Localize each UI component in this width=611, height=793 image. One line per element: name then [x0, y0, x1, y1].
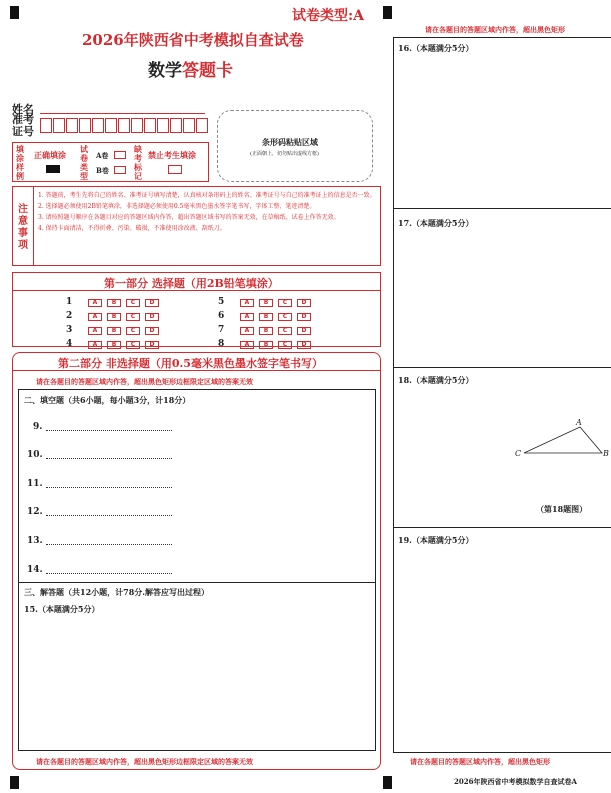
- paper-b-checkbox[interactable]: [114, 166, 126, 174]
- question-18-label: 18.（本题满分5分）: [398, 375, 474, 385]
- notes-divider: [33, 186, 34, 266]
- part1-underline: [12, 290, 381, 291]
- ticket-number-cells[interactable]: [40, 118, 212, 135]
- question-19-label: 19.（本题满分5分）: [398, 535, 474, 545]
- option-bubble[interactable]: D: [297, 327, 311, 335]
- option-bubble[interactable]: D: [297, 341, 311, 349]
- part2-warning-top: 请在各题目的答题区域内作答，超出黑色矩形边框限定区域的答案无效: [36, 377, 253, 386]
- part2-underline: [12, 370, 381, 371]
- option-bubble[interactable]: A: [240, 327, 254, 335]
- choice-row: 2 A B C D: [66, 309, 164, 323]
- option-bubble[interactable]: C: [126, 313, 140, 321]
- card-title-suffix: 答题卡: [182, 61, 233, 81]
- section-divider: [18, 582, 376, 583]
- barcode-title: 条形码粘贴区域: [262, 137, 318, 147]
- question-9-number: 9.: [33, 422, 43, 432]
- question-14-blank[interactable]: [46, 573, 172, 574]
- option-bubble[interactable]: C: [278, 327, 292, 335]
- choice-grid-left: [66, 295, 164, 351]
- notes-list: [38, 190, 378, 234]
- option-bubble[interactable]: A: [88, 313, 102, 321]
- question-9-blank[interactable]: [46, 430, 172, 431]
- option-bubble[interactable]: B: [259, 327, 273, 335]
- absent-mark-checkbox[interactable]: [168, 165, 182, 174]
- option-bubble[interactable]: B: [259, 341, 273, 349]
- question-16-label: 16.（本题满分5分）: [398, 43, 474, 53]
- question-14-number: 14.: [27, 565, 43, 575]
- question-15-label: 15.（本题满分5分）: [24, 604, 100, 614]
- option-bubble[interactable]: A: [88, 341, 102, 349]
- option-bubble[interactable]: B: [107, 313, 121, 321]
- question-15-answer-area[interactable]: [19, 616, 375, 750]
- option-bubble[interactable]: B: [107, 327, 121, 335]
- note-item: 2. 选择题必须使用2B铅笔填涂，非选择题必须使用0.5毫米黑色墨水签字笔书写，字体工整、笔迹清楚。: [38, 203, 316, 210]
- right-warning-top: 请在各题目的答题区域内作答，超出黑色矩形: [425, 25, 565, 34]
- option-bubble[interactable]: A: [240, 341, 254, 349]
- choice-row: 6 A B C D: [218, 309, 316, 323]
- name-label: 姓名: [12, 103, 34, 116]
- fill-blank-title: 二、填空题（共6小题，每小题3分，计18分）: [24, 395, 191, 405]
- fill-example-label: 填涂样例: [16, 144, 24, 181]
- option-bubble[interactable]: A: [88, 327, 102, 335]
- q16-divider: [393, 208, 611, 209]
- option-bubble[interactable]: D: [145, 341, 159, 349]
- figure-caption: （第18题图）: [536, 504, 588, 514]
- timing-mark-top-left: [10, 6, 19, 19]
- option-bubble[interactable]: C: [126, 327, 140, 335]
- choice-row: 4 A B C D: [66, 337, 164, 351]
- part2-warning-bottom: 请在各题目的答题区域内作答，超出黑色矩形边框限定区域的答案无效: [36, 757, 253, 766]
- figure-vertex-a: A: [576, 418, 582, 427]
- part2-title: 第二部分 非选择题（用0.5毫米黑色墨水签字笔书写）: [58, 357, 323, 370]
- ticket-label: 准考证号: [12, 113, 34, 138]
- timing-mark-bottom-left: [10, 776, 19, 789]
- question-10-number: 10.: [27, 450, 43, 460]
- choice-row: 3 A B C D: [66, 323, 164, 337]
- option-bubble[interactable]: C: [278, 299, 292, 307]
- correct-fill-sample: [46, 165, 60, 173]
- choice-row: 1 A B C D: [66, 295, 164, 309]
- barcode-subtitle: (正面朝上，切勿贴出虚线方框): [250, 151, 319, 157]
- paper-type: 试卷类型:A: [292, 8, 365, 24]
- notes-label: 注意事项: [18, 204, 28, 251]
- fill-example-box: [12, 142, 209, 182]
- option-bubble[interactable]: B: [259, 313, 273, 321]
- option-bubble[interactable]: D: [145, 327, 159, 335]
- question-13-blank[interactable]: [46, 544, 172, 545]
- forbid-fill-label: 禁止考生填涂: [148, 150, 196, 160]
- correct-fill-label: 正确填涂: [34, 150, 66, 160]
- footer-text: 2026年陕西省中考模拟数学自查试卷A: [454, 777, 577, 786]
- paper-a-label: A卷: [96, 151, 109, 160]
- right-warning-bottom: 请在各题目的答题区域内作答，超出黑色矩形: [410, 757, 550, 766]
- timing-mark-top-mid: [383, 6, 392, 19]
- paper-type-label: 试卷类型: [80, 144, 88, 181]
- paper-a-checkbox[interactable]: [114, 151, 126, 159]
- option-bubble[interactable]: A: [240, 299, 254, 307]
- question-11-blank[interactable]: [46, 487, 172, 488]
- question-11-number: 11.: [27, 479, 43, 489]
- right-answer-frame: [393, 37, 611, 753]
- note-item: 4. 保持卡面清洁，不得折叠、污染、破损，不准使用涂改液、刮纸刀。: [38, 225, 226, 232]
- option-bubble[interactable]: A: [88, 299, 102, 307]
- part1-title: 第一部分 选择题（用2B铅笔填涂）: [104, 277, 279, 290]
- option-bubble[interactable]: D: [297, 313, 311, 321]
- question-10-blank[interactable]: [46, 458, 172, 459]
- option-bubble[interactable]: C: [278, 341, 292, 349]
- choice-row: 7 A B C D: [218, 323, 316, 337]
- option-bubble[interactable]: C: [278, 313, 292, 321]
- solve-title: 三、解答题（共12小题，计78分.解答应写出过程）: [24, 587, 210, 597]
- option-bubble[interactable]: C: [126, 341, 140, 349]
- option-bubble[interactable]: D: [145, 313, 159, 321]
- option-bubble[interactable]: D: [145, 299, 159, 307]
- choice-grid-right: [218, 295, 316, 351]
- timing-mark-bottom-mid: [383, 776, 392, 789]
- choice-row: 8 A B C D: [218, 337, 316, 351]
- paper-b-label: B卷: [96, 166, 109, 175]
- absent-mark-label: 缺考标记: [134, 144, 142, 181]
- question-13-number: 13.: [27, 536, 43, 546]
- question-12-blank[interactable]: [46, 515, 172, 516]
- option-bubble[interactable]: C: [126, 299, 140, 307]
- card-title: [148, 56, 233, 81]
- option-bubble[interactable]: B: [259, 299, 273, 307]
- card-title-subject: 数学: [148, 61, 182, 81]
- question-12-number: 12.: [27, 507, 43, 517]
- option-bubble[interactable]: D: [297, 299, 311, 307]
- q17-divider: [393, 367, 611, 368]
- figure-vertex-c: C: [515, 449, 522, 458]
- exam-title: 2026年陕西省中考模拟自查试卷: [82, 31, 304, 49]
- q18-divider: [393, 527, 611, 528]
- question-17-label: 17.（本题满分5分）: [398, 218, 474, 228]
- option-bubble[interactable]: A: [240, 313, 254, 321]
- name-field[interactable]: [40, 113, 205, 114]
- option-bubble[interactable]: B: [107, 299, 121, 307]
- note-item: 3. 请按照题号顺序在各题目对应的答题区域内作答，超出答题区域书写的答案无效，在草稿纸、试卷上作答无效。: [38, 214, 340, 221]
- option-bubble[interactable]: B: [107, 341, 121, 349]
- figure-vertex-b: B: [603, 449, 609, 458]
- note-item: 1. 答题前，考生先将自己的姓名、准考证号填写清楚，认真核对条形码上的姓名、准考证号与自己的准考证上的信息是否一致。: [38, 192, 376, 199]
- triangle-figure: [512, 416, 611, 462]
- choice-row: 5 A B C D: [218, 295, 316, 309]
